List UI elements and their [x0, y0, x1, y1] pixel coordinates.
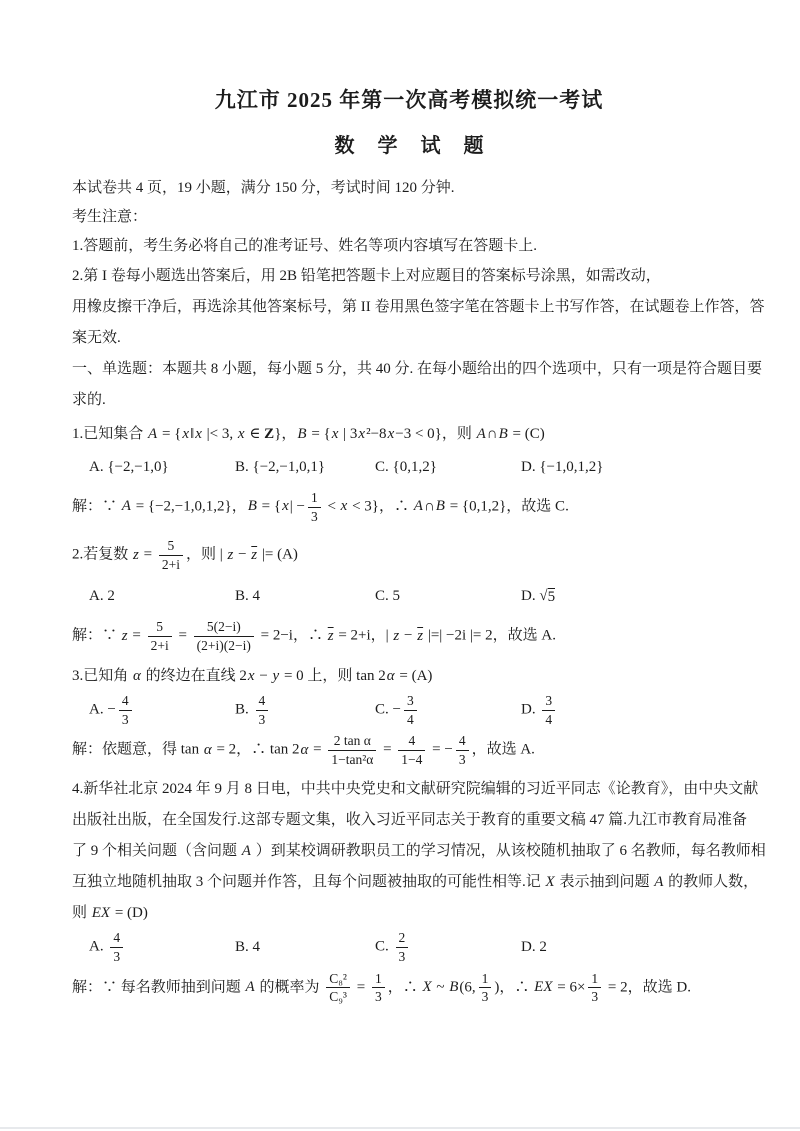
question-3-solution: 解：依题意，得 tan α = 2，∴ tan 2α = $\frac{\text{2 tan α}}{\text{1−tan²α}}$ = $\frac{4}{1-4}$ = − $\frac{4}{3}$ ，故选 A. [72, 733, 535, 767]
fraction: $\frac{5(2-i)}{(2+i)(2-i)}$ [194, 618, 254, 654]
fraction: $\frac{\text{2 tan α}}{\text{1−tan²α}}$ [328, 732, 376, 768]
notice-heading: 考生注意： [72, 209, 148, 225]
fraction: $\frac{1}{3}$ [308, 489, 321, 525]
question-3-stem: 3.已知角 α 的终边在直线 2x − y = 0 上，则 tan 2α = (A) [72, 668, 433, 685]
question-2 [72, 531, 746, 658]
text-line: 出版社出版，在全国发行.这部专题文集，收入习近平同志关于教育的重要文稿 47 篇.九江市教育局准备 [72, 812, 748, 829]
fraction: $\frac{5}{2+i}$ [159, 537, 183, 573]
option-b: B. 4 [235, 939, 261, 956]
fraction: $\frac{4}{1-4}$ [398, 732, 425, 768]
section-heading [72, 354, 763, 416]
question-4-solution: 解：∵ 每名教师抽到问题 A 的概率为 $\frac{\text{C₈²}}{\text{C₉³}}$ = $\frac{1}{3}$ ，∴ X ~ B(6, $\frac{1}{3}$ )，∴ EX = 6× $\frac{1}{3}$ = 2，故选 D. [72, 970, 691, 1005]
fraction: $\frac{4}{3}$ [456, 732, 469, 768]
option-d: D. 2 [521, 939, 547, 956]
page-subtitle: 数 学 试 题 [334, 135, 493, 157]
fraction: $\frac{1}{3}$ [588, 970, 601, 1006]
overline-var: $\overline{z}$ [327, 627, 334, 644]
question-4-options [72, 929, 746, 965]
question-4 [72, 774, 766, 1009]
option-a: A. $\frac{4}{3}$ [89, 929, 235, 965]
fraction: $\frac{3}{4}$ [542, 692, 555, 728]
radical: √ 5 [539, 588, 555, 606]
question-2-stem: 2.若复数 z = $\frac{5}{2+i}$ ，则 | $z - \overline{z}$ |= (A) [72, 538, 298, 572]
text-line: 求的. [72, 392, 106, 408]
option-d: D. √ 5 [521, 588, 746, 606]
text-line: 互独立地随机抽取 3 个问题并作答，且每个问题被抽取的可能性相等.记 X 表示抽到问题 A 的教师人数， [72, 874, 759, 891]
fraction: $\frac{3}{4}$ [404, 692, 417, 728]
fraction: $\frac{4}{3}$ [110, 929, 123, 965]
question-1-solution: 解：∵ A = {−2,−1,0,1,2}，B = {x| − $\frac{1}{3}$ < x < 3}，∴ A∩B = {0,1,2}，故选 C. [72, 490, 569, 524]
text-line: 案无效. [72, 330, 121, 346]
option-c: C. − $\frac{3}{4}$ [375, 692, 521, 728]
question-1-stem: 1.已知集合 A = {x‖x |< 3, x ∈ Z}，B = {x | 3x²−8x−3 < 0}，则 A∩B = (C) [72, 426, 545, 442]
overline-var: $\overline{z}$ [417, 627, 424, 644]
option-b: B. {−2,−1,0,1} [235, 459, 326, 475]
option-a: A. 2 [89, 588, 115, 605]
fraction: $\frac{4}{3}$ [119, 692, 132, 728]
option-a: A. {−2,−1,0} [89, 459, 169, 475]
fraction: $\frac{4}{3}$ [256, 692, 269, 728]
option-a: A. − $\frac{4}{3}$ [89, 692, 235, 728]
question-3-options [72, 692, 746, 728]
fraction: $\frac{2}{3}$ [396, 929, 409, 965]
question-2-solution: 解：∵ z = $\frac{5}{2+i}$ = $\frac{5(2-i)}{(2+i)(2-i)}$ = 2−i，∴ $\overline{z} = 2+i$，| $z - \overline{z}$ |=| −2i |= 2，故选 A. [72, 619, 556, 653]
option-d: D. {−1,0,1,2} [521, 459, 604, 475]
question-4-stem [72, 774, 766, 929]
page-title: 九江市 2025 年第一次高考模拟统一考试 [214, 88, 604, 112]
notice-item-2 [72, 261, 765, 354]
question-3 [72, 660, 746, 772]
text-line: 用橡皮擦干净后，再选涂其他答案标号，第 II 卷用黑色签字笔在答题卡上书写作答，在试题卷上作答，答 [72, 299, 765, 315]
notice-item-1: 1.答题前，考生务必将自己的准考证号、姓名等项内容填写在答题卡上. [72, 238, 538, 254]
option-c: C. $\frac{2}{3}$ [375, 929, 521, 965]
text-line: 4.新华社北京 2024 年 9 月 8 日电，中共中央党史和文献研究院编辑的习近平同志《论教育》，由中央文献 [72, 781, 759, 798]
text-line: 一、单选题：本题共 8 小题，每小题 5 分，共 40 分. 在每小题给出的四个选项中，只有一项是符合题目要 [72, 361, 763, 377]
text-line: 则 EX = (D) [72, 905, 148, 922]
fraction: $\frac{1}{3}$ [372, 970, 385, 1006]
question-2-options [72, 579, 746, 614]
text-line: 了 9 个相关问题（含问题 A ）到某校调研教职员工的学习情况，从该校随机抽取了 6 名教师，每名教师相 [72, 843, 766, 860]
question-1 [72, 418, 746, 529]
fraction: $\frac{1}{3}$ [479, 970, 492, 1006]
text-line: 2.第 I 卷每小题选出答案后，用 2B 铅笔把答题卡上对应题目的答案标号涂黑，如需改动， [72, 268, 661, 284]
fraction: $\frac{5}{2+i}$ [148, 618, 172, 654]
meta-line: 本试卷共 4 页，19 小题，满分 150 分，考试时间 120 分钟. [72, 180, 455, 196]
fraction: $\frac{\text{C₈²}}{\text{C₉³}}$ [326, 970, 350, 1006]
option-c: C. {0,1,2} [375, 459, 437, 475]
page-bottom-divider [0, 1127, 800, 1129]
overline-var: $\overline{z}$ [251, 546, 258, 563]
option-b: B. $\frac{4}{3}$ [235, 692, 375, 728]
option-d: D. $\frac{3}{4}$ [521, 692, 746, 728]
question-1-options [72, 450, 746, 485]
option-c: C. 5 [375, 588, 401, 605]
option-b: B. 4 [235, 588, 261, 605]
